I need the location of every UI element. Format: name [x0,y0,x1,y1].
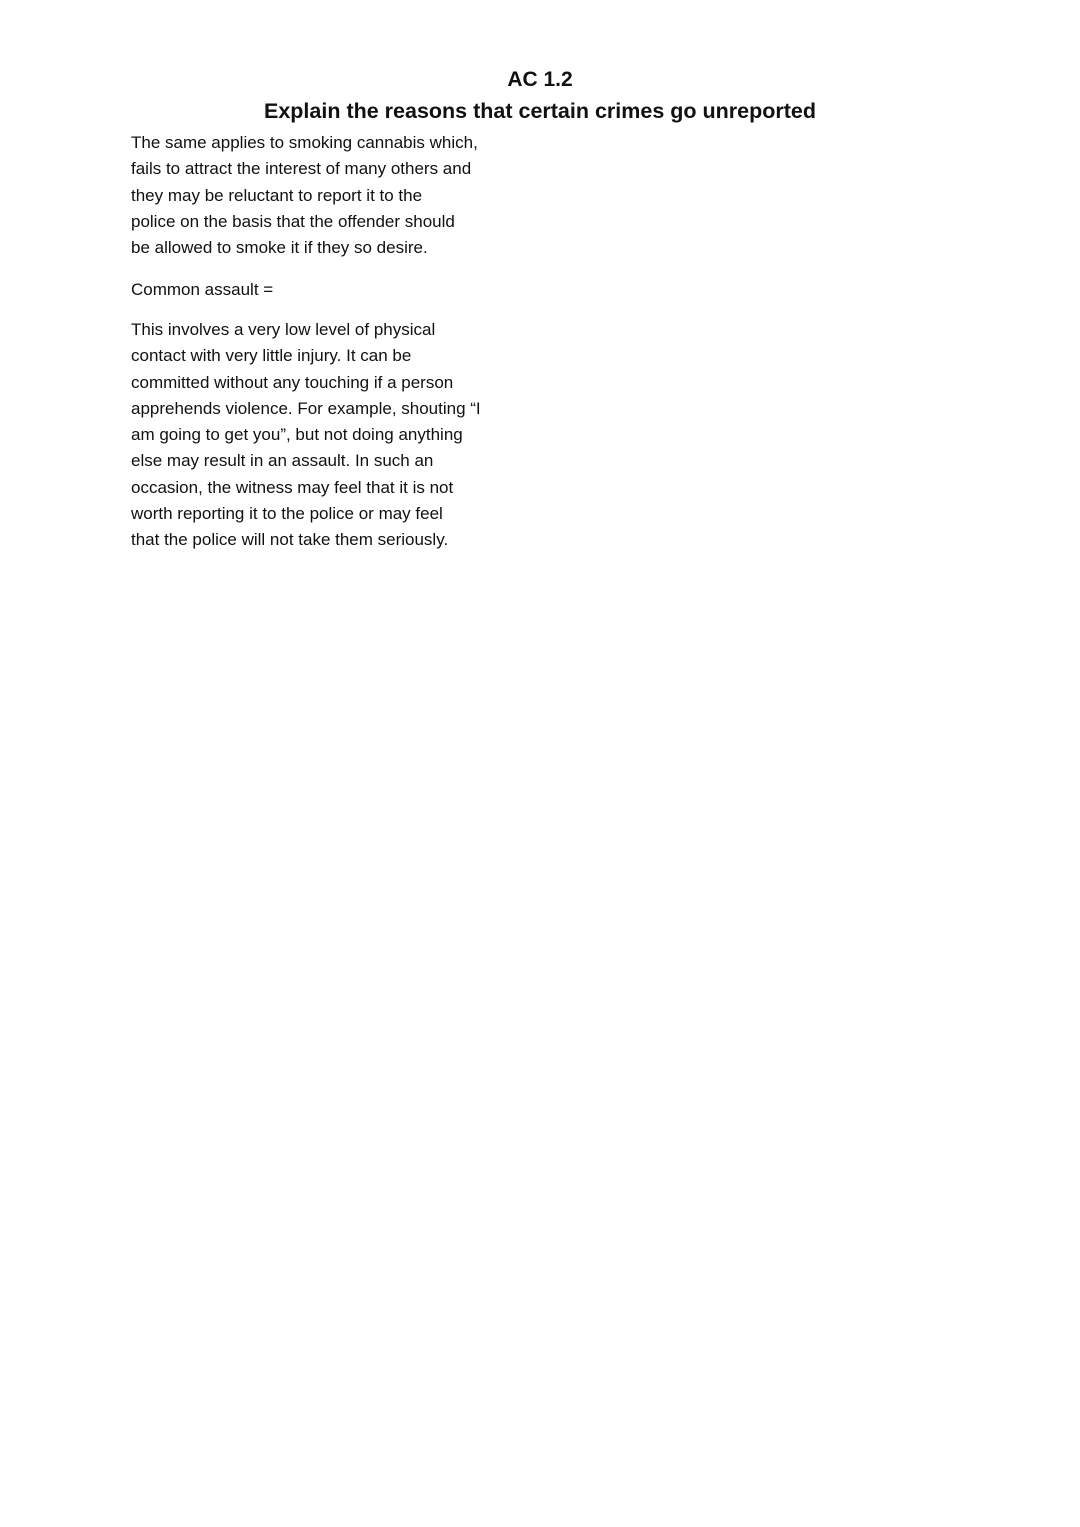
paragraph-line: police on the basis that the offender should [131,211,455,231]
paragraph-line: The same applies to smoking cannabis which, [131,133,478,152]
paragraph-line: This involves a very low level of physical [131,320,436,339]
paragraph-common-assault [131,317,531,554]
paragraph-line: worth reporting it to the police or may feel [131,504,443,524]
paragraph-line: occasion, the witness may feel that it is not [131,477,454,497]
paragraph-line: am going to get you”, but not doing anything [131,425,463,445]
paragraph-line: fails to attract the interest of many others and [131,159,472,179]
paragraph-line: they may be reluctant to report it to the [131,185,423,205]
section-label-text: Common assault = [131,280,274,299]
document-title: Explain the reasons that certain crimes go unreported [264,99,816,123]
paragraph-line: contact with very little injury. It can be [131,346,412,366]
paragraph-line: else may result in an assault. In such an [131,451,434,471]
paragraph-line: be allowed to smoke it if they so desire. [131,238,428,258]
paragraph-line: that the police will not take them seriously. [131,530,449,550]
document-code: AC 1.2 [507,68,573,91]
paragraph-line: apprehends violence. For example, shouting “I [131,398,481,418]
paragraph-line: committed without any touching if a person [131,372,454,392]
section-label-common-assault [131,277,531,303]
paragraph-cannabis [131,130,531,261]
